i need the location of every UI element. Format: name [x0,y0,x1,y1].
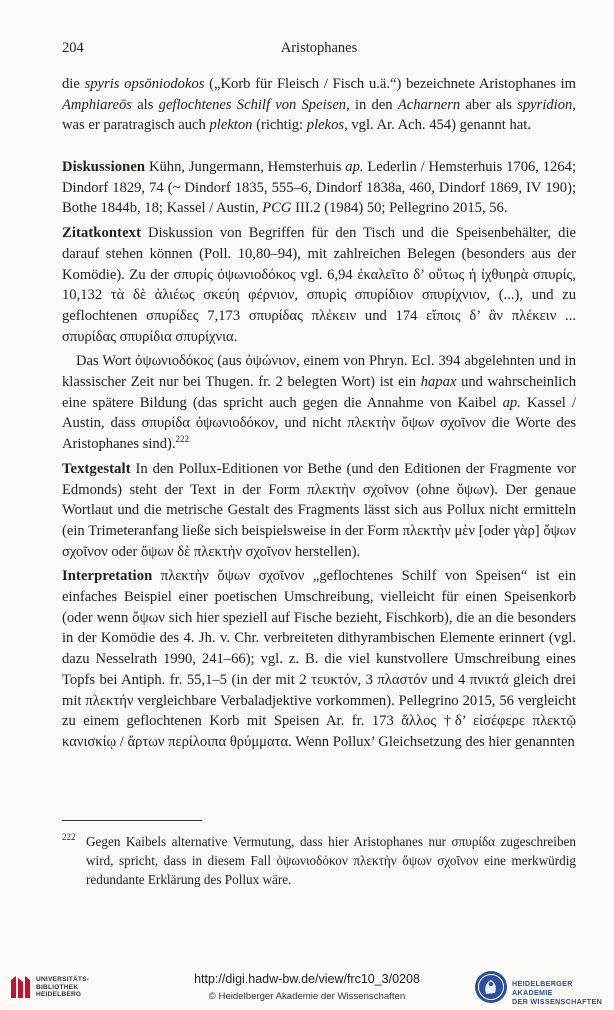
text-run: , vgl. Ar. Ach. 454) genannt hat. [344,117,531,134]
logo-line: HEIDELBERGER AKADEMIE [512,979,573,997]
footnote-number: 222 [62,832,76,842]
text-run: Das Wort ὀψωνιοδόκος (aus ὀψώνιον, einem von Phryn. Ecl. 394 abgelehnten und in klassischer Zeit nur bei Thugen. fr. 2 belegten Wort) ist ein [62,353,576,391]
text-run: Diskussion von Begriffen für den Tisch und die Speisenbehälter, die darauf stehen können (Poll. 10,80–94), mit zahlreichen Belegen (besonders aus der Komödie). Zu der σπυρίς ὀψωνιοδόκος vgl. 6,94 ἐκαλεῖτο δ’ οὕτως ἡ ἰχθυηρὰ σπυρίς, 10,132 τὰ δὲ ἁλιέως σκεύη φέρνιον, σπυρὶς σπυρίδιον σπυρίχνιον, (...), und zu geflochtenen σπυρίδες 7,173 σπυρίδας πλέκειν und 174 εἴποις δ’ ἂν πλέκειν ... σπυρίδας σπυρίδια σπυρίχνια. [62,225,576,345]
logo-line: DER WISSENSCHAFTEN [512,997,603,1006]
paragraph-wort [62,351,576,455]
text-run: die [62,76,85,92]
text-run: (richtig: [252,117,307,134]
logo-line: HEIDELBERG [36,991,82,999]
section-heading: Diskussionen [62,159,146,175]
academy-logo[interactable] [474,970,614,1006]
text-run: In den Pollux-Editionen vor Bethe (und den Editionen der Fragmente vor Edmonds) steht der Text in der Form πλεκτὴν σχοῖνον (ohne ὄψων). Der genaue Wortlaut und die metrische Gestalt des Fragments lässt sich aus Pollux nicht ermitteln (ein Trimeteranfang ließe sich beispielsweise in der Form πλεκτὴν μὲν [oder γὰρ] ὄψων σχοῖνον oder ὄψων δὲ πλεκτὴν σχοῖνον herstellen). [62,460,576,560]
text-run: , was er paratragisch auch [62,96,576,134]
academy-name [512,979,614,1006]
text-run: πλεκτὴν ὄψων σχοῖνον „geflochtenes Schilf von Speisen“ ist ein einfaches Beispiel einer poetischen Umschreibung, vielleicht für einen Speisenkorb (oder wenn ὄψων sich hier speziell auf Fische bezieht, Fischkorb), die an die besonders in der Komödie des 4. Jh. v. Chr. verbreiteten dithyrambischen Elemente erinnert (vgl. dazu Nesselrath 1990, 241–66); vgl. z. B. die viel kunstvollere Umschreibung eines Topfs bei Antiph. fr. 55,1–5 (in der mit 2 τευκτόν, 3 πλαστόν und 4 πνικτά gleich drei mit πλεκτήν vergleichbare Verbaladjektive vorkommen). Pellegrino 2015, 56 vergleicht zu einem geflochtenen Korb mit Speisen Ar. fr. 173 ἄλλος †δ’ εἰσέφερε πλεκτῷ κανισκίῳ / ἄρτων περίλοιπα θρύμματα. Wenn Pollux’ Gleichsetzung des hier genannten [62,568,576,750]
section-interpretation [62,566,576,752]
text-run: spyridion [517,96,573,113]
academy-seal-icon [474,970,508,1004]
page-number: 204 [62,40,84,56]
text-run: ap. [502,394,521,411]
permalink-url[interactable]: http://digi.hadw-bw.de/view/frc10_3/0208 [194,972,420,986]
text-run: plekton [209,117,253,134]
section-textgestalt [62,459,576,563]
logo-line: BIBLIOTHEK [36,983,79,991]
section-zitatkontext [62,223,576,347]
commentary-body [62,157,576,757]
text-run: PCG [262,200,292,217]
text-run: als [132,96,159,113]
text-run: geflochtenes Schilf von Speisen [158,96,347,113]
logo-line: UNIVERSITÄTS- [36,976,90,983]
text-run: hapax [420,374,457,391]
intro-paragraph [62,74,576,136]
text-run: III.2 (1984) 50; Pellegrino 2015, 56. [291,200,508,217]
text-run: Kühn, Jungermann, Hemsterhuis [145,159,346,175]
section-heading: Zitatkontext [62,225,142,242]
text-run: Acharnern [397,96,461,113]
section-heading: Textgestalt [62,460,131,477]
section-heading: Interpretation [62,568,153,585]
section-diskussionen [62,157,576,219]
running-title: Aristophanes [280,40,358,56]
text-run: spyris opsōniodokos [84,76,205,92]
footnote-text: Gegen Kaibels alternative Vermutung, dass hier Aristophanes nur σπυρίδα zugeschreiben wird, spricht, dass in diesem Fall ὀψωνιοδόκον πλεκτὴν ὄψων σχοῖνον eine merkwürdig redundante Erklärung des Pollux wäre. [86,834,576,887]
running-head [62,40,576,60]
text-run: („Korb für Fleisch / Fisch u.ä.“) bezeichnete Aristophanes im [204,76,576,92]
footnote-reference[interactable]: 222 [175,434,189,445]
text-run: , in den [346,96,398,113]
text-run: aber als [460,96,518,113]
text-run: Amphiareōs [62,96,132,113]
text-run: ap. [345,159,364,175]
text-run: und wahrscheinlich eine spätere Bildung (das spricht auch gegen die Annahme von Kaibel [62,374,576,411]
copyright-notice: © Heidelberger Akademie der Wissenschaften [208,991,406,1002]
text-run: plekos [306,117,345,134]
footnote-divider [62,820,202,821]
viewer-footer [0,962,614,1010]
footnote [62,832,576,889]
text-run: Lederlin / Hemsterhuis 1706, 1264; Dindorf 1829, 74 (~ Dindorf 1835, 555–6, Dindorf 1838a, 460, Dindorf 1869, IV 190); Bothe 1844b, 18; Kassel / Austin, [62,159,576,217]
text-run: Kassel / Austin, dass σπυρίδα ὀψωνιοδόκον, und nicht πλεκτὴν ὄψων σχοῖνον die Worte des Aristophanes sind). [62,394,576,453]
